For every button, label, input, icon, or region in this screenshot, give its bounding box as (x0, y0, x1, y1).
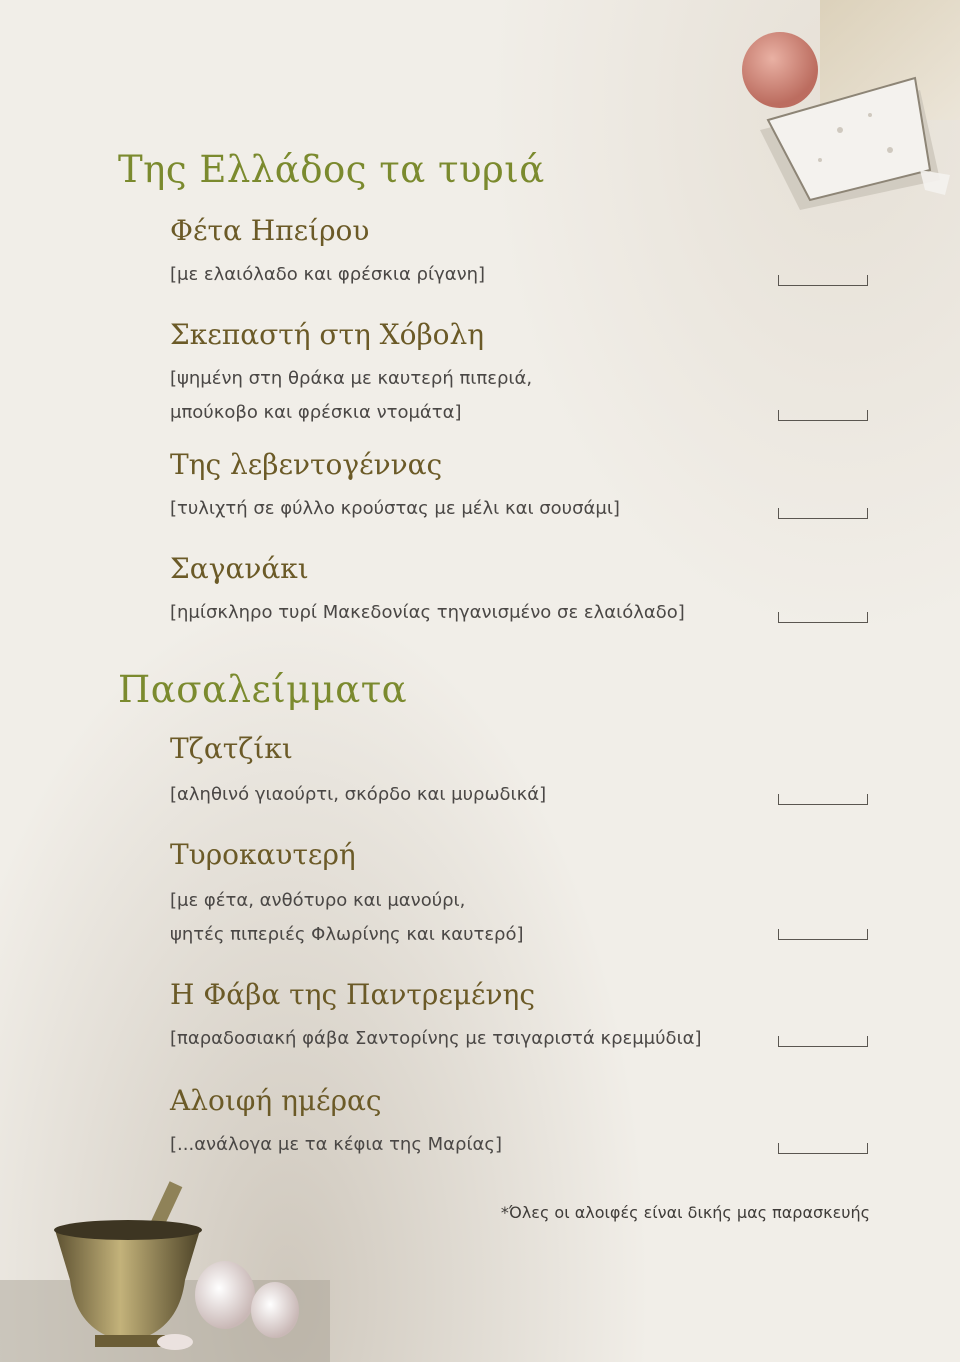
item-description: [ψημένη στη θράκα με καυτερή πιπεριά, (170, 368, 533, 389)
price-box (778, 1143, 868, 1154)
price-box (778, 612, 868, 623)
item-name: Αλοιφή ημέρας (170, 1084, 382, 1117)
item-description: [παραδοσιακή φάβα Σαντορίνης με τσιγαριστά κρεμμύδια] (170, 1028, 702, 1049)
item-description: [με ελαιόλαδο και φρέσκια ρίγανη] (170, 264, 486, 285)
price-box (778, 929, 868, 940)
item-description: [αληθινό γιαούρτι, σκόρδο και μυρωδικά] (170, 784, 547, 805)
item-description: ψητές πιπεριές Φλωρίνης και καυτερό] (170, 924, 524, 945)
item-description: μπούκοβο και φρέσκια ντομάτα] (170, 402, 462, 423)
mortar-and-garlic-illustration (0, 1170, 330, 1362)
item-name: Φέτα Ηπείρου (170, 214, 370, 247)
item-name: Τυροκαυτερή (170, 838, 356, 871)
price-box (778, 275, 868, 286)
item-name: Τζατζίκι (170, 732, 293, 765)
item-description: [με φέτα, ανθότυρο και μανούρι, (170, 890, 466, 911)
price-box (778, 794, 868, 805)
section-title-cheeses: Της Ελλάδος τα τυριά (118, 148, 545, 191)
item-name: Σαγανάκι (170, 552, 309, 585)
price-box (778, 1036, 868, 1047)
item-description: [τυλιχτή σε φύλλο κρούστας με μέλι και σουσάμι] (170, 498, 620, 519)
section-title-spreads: Πασαλείμματα (118, 668, 408, 711)
feta-cheese-illustration (720, 0, 960, 230)
item-description: [ημίσκληρο τυρί Μακεδονίας τηγανισμένο σε ελαιόλαδο] (170, 602, 685, 623)
price-box (778, 410, 868, 421)
item-name: Της λεβεντογέννας (170, 448, 443, 481)
item-name: Η Φάβα της Παντρεμένης (170, 978, 536, 1011)
item-name: Σκεπαστή στη Χόβολη (170, 318, 485, 351)
item-description: [...ανάλογα με τα κέφια της Μαρίας] (170, 1134, 502, 1155)
price-box (778, 508, 868, 519)
footnote: *Όλες οι αλοιφές είναι δικής μας παρασκευής (500, 1203, 870, 1222)
